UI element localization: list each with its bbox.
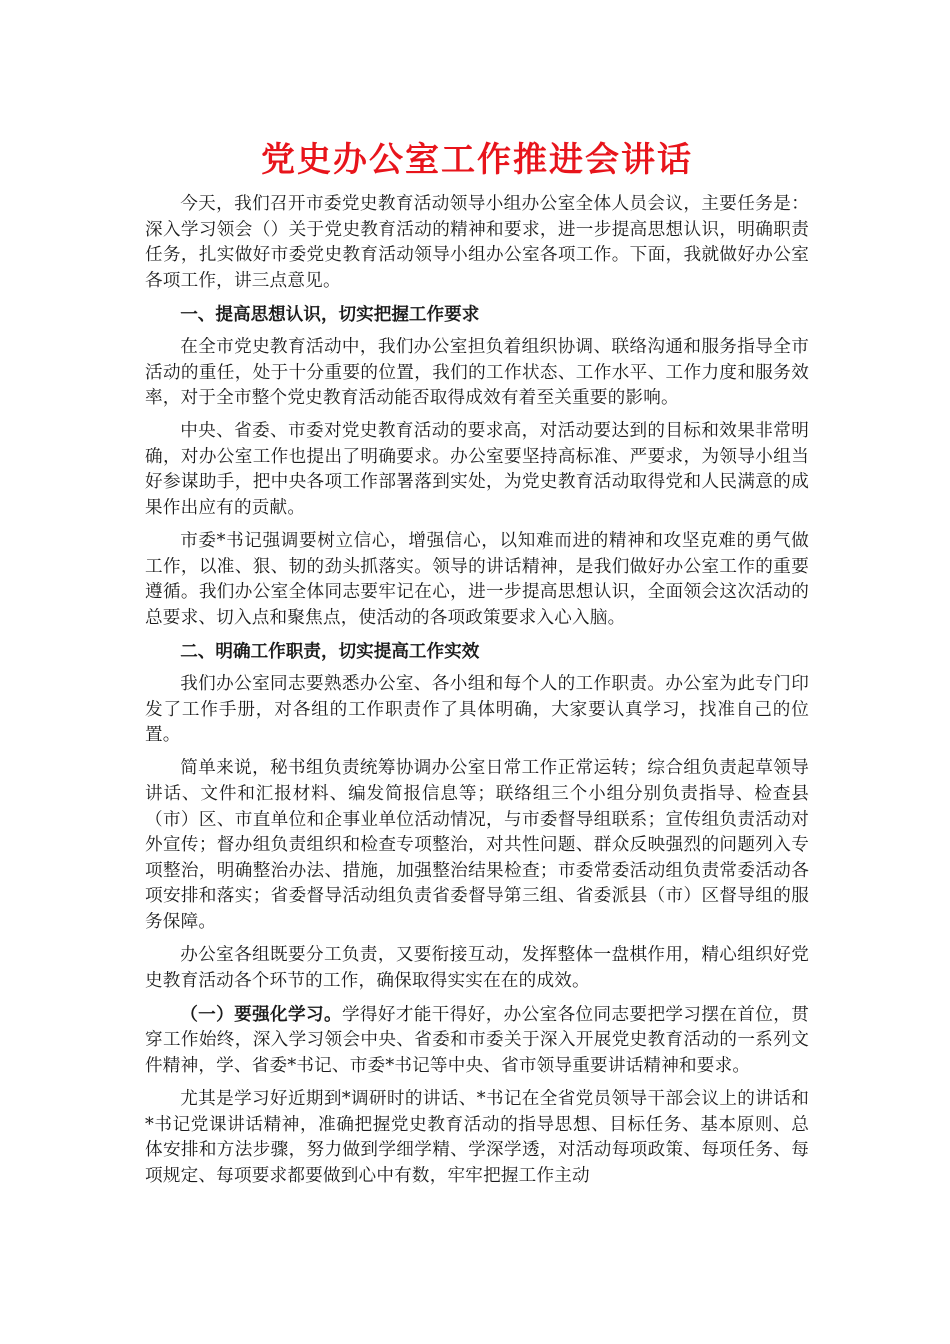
section-2-paragraph-1: 我们办公室同志要熟悉办公室、各小组和每个人的工作职责。办公室为此专门印发了工作手册，对各组的工作职责作了具体明确，大家要认真学习，找准自己的位置。 [145,674,809,746]
subsection-body: 学得好才能干得好，办公室各位同志要把学习摆在首位，贯穿工作始终，深入学习领会中央、省委和市委关于深入开展党史教育活动的一系列文件精神，学、省委*书记、市委*书记等中央、省市领导重要讲话精神和要求。 [145,1004,810,1076]
section-1-paragraph-3: 市委*书记强调要树立信心，增强信心，以知难而进的精神和攻坚克难的勇气做工作，以准、狠、韧的劲头抓落实。领导的讲话精神，是我们做好办公室工作的重要遵循。我们办公室全体同志要牢记在心，进一步提高思想认识，全面领会这次活动的总要求、切入点和聚焦点，使活动的各项政策要求入心入脑。 [145,531,809,628]
section-2-paragraph-3: 办公室各组既要分工负责，又要衔接互动，发挥整体一盘棋作用，精心组织好党史教育活动各个环节的工作，确保取得实实在在的成效。 [145,945,809,991]
section-2-paragraph-4 [145,1002,809,1080]
section-1-paragraph-1: 在全市党史教育活动中，我们办公室担负着组织协调、联络沟通和服务指导全市活动的重任，处于十分重要的位置，我们的工作状态、工作水平、工作力度和服务效率，对于全市整个党史教育活动能否取得成效有着至关重要的影响。 [145,336,809,409]
subsection-lead: （一）要强化学习。 [180,1003,342,1025]
document-title: 党史办公室工作推进会讲话 [261,140,693,180]
document-page [145,138,809,1197]
section-2-heading: 二、明确工作职责，切实提高工作实效 [180,641,480,662]
section-2-paragraph-5: 尤其是学习好近期到*调研时的讲话、*书记在全省党员领导干部会议上的讲话和*书记党课讲话精神，准确把握党史教育活动的指导思想、目标任务、基本原则、总体安排和方法步骤，努力做到学细学精、学深学透，对活动每项政策、每项任务、每项规定、每项要求都要做到心中有数，牢牢把握工作主动 [145,1089,809,1186]
section-1-paragraph-2: 中央、省委、市委对党史教育活动的要求高，对活动要达到的目标和效果非常明确，对办公室工作也提出了明确要求。办公室要坚持高标准、严要求，为领导小组当好参谋助手，把中央各项工作部署落到实处，为党史教育活动取得党和人民满意的成果作出应有的贡献。 [145,421,809,519]
section-1-heading: 一、提高思想认识，切实把握工作要求 [180,303,480,325]
section-2-paragraph-2: 简单来说，秘书组负责统筹协调办公室日常工作正常运转；综合组负责起草领导讲话、文件和汇报材料、编发简报信息等；联络组三个小组分别负责指导、检查县（市）区、市直单位和企事业单位活动情况，与市委督导组联系；宣传组负责活动对外宣传；督办组负责组织和检查专项整治，对共性问题、群众反映强烈的问题列入专项整治，明确整治办法、措施，加强整治结果检查；市委常委活动组负责常委活动各项安排和落实；省委督导活动组负责省委督导第三组、省委派县（市）区督导组的服务保障。 [145,758,809,932]
intro-paragraph: 今天，我们召开市委党史教育活动领导小组办公室全体人员会议，主要任务是：深入学习领会（）关于党史教育活动的精神和要求，进一步提高思想认识，明确职责任务，扎实做好市委党史教育活动领导小组办公室各项工作。下面，我就做好办公室各项工作，讲三点意见。 [145,194,809,291]
